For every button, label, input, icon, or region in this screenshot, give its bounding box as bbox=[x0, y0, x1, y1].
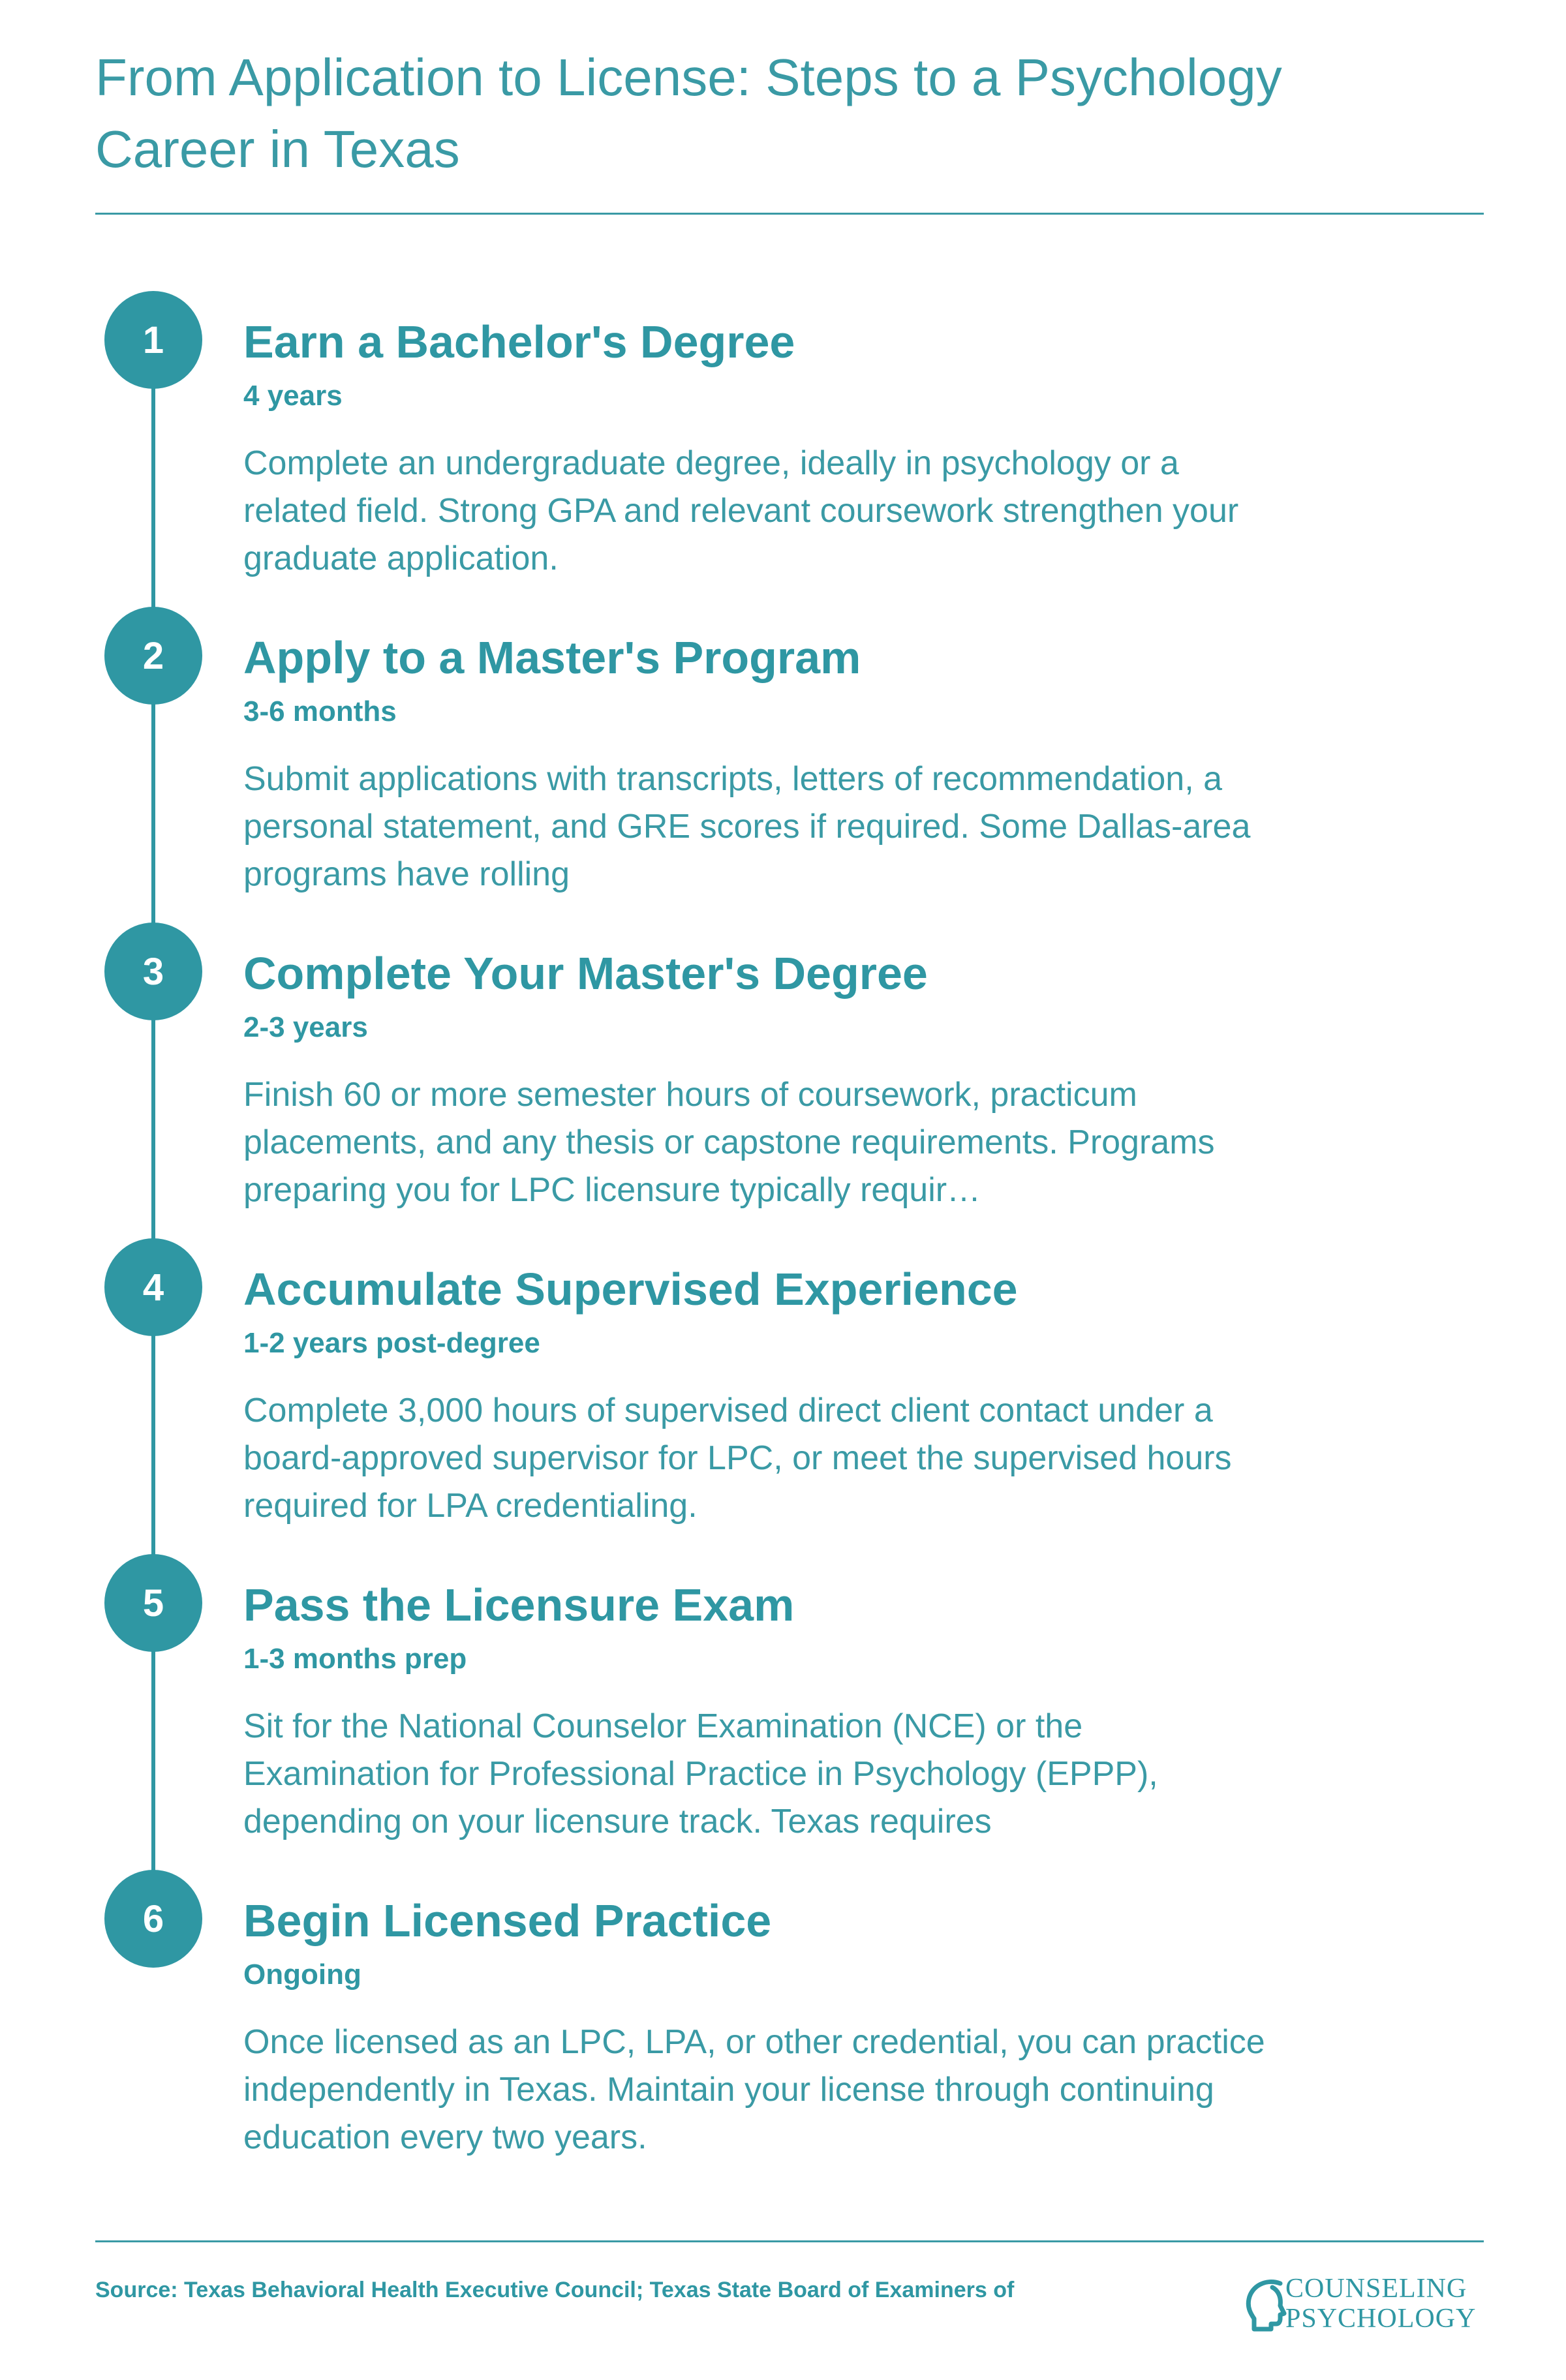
step-duration: 1-3 months prep bbox=[243, 1643, 467, 1675]
step-duration: Ongoing bbox=[243, 1959, 361, 1991]
step-description: Complete 3,000 hours of supervised direct client contact under a board-approved supervisor for LPC, or meet the supervised hours required for LPA credentialing. bbox=[243, 1392, 1232, 1525]
step-3 bbox=[0, 923, 1566, 1236]
step-6 bbox=[0, 1870, 1566, 2183]
source-citation: Source: Texas Behavioral Health Executive Council; Texas State Board of Examiners of bbox=[95, 2278, 1015, 2302]
logo-text-bottom: PSYCHOLOGY bbox=[1285, 2304, 1477, 2334]
step-title: Begin Licensed Practice bbox=[243, 1895, 772, 1946]
step-duration: 1-2 years post-degree bbox=[243, 1327, 540, 1359]
step-5 bbox=[0, 1554, 1566, 1867]
step-description: Sit for the National Counselor Examination (NCE) or the Examination for Professional Practice in Psychology (EPPP), depending on your licensure track. Texas requires bbox=[243, 1707, 1158, 1840]
step-2 bbox=[0, 607, 1566, 920]
step-description: Complete an undergraduate degree, ideally in psychology or a related field. Strong GPA and relevant coursework strengthen your graduate application. bbox=[243, 444, 1239, 577]
step-description: Finish 60 or more semester hours of coursework, practicum placements, and any thesis or capstone requirements. Programs preparing you for LPC licensure typically requir… bbox=[243, 1076, 1215, 1209]
step-title: Pass the Licensure Exam bbox=[243, 1579, 795, 1630]
page-title: From Application to License: Steps to a Psychology Career in Texas bbox=[95, 48, 1282, 178]
step-number-badge: 4 bbox=[104, 1238, 202, 1336]
step-title: Complete Your Master's Degree bbox=[243, 948, 928, 999]
step-number-badge: 2 bbox=[104, 607, 202, 705]
brand-logo bbox=[1240, 2269, 1481, 2341]
step-title: Apply to a Master's Program bbox=[243, 632, 861, 683]
logo-text-top: COUNSELING bbox=[1285, 2274, 1467, 2304]
step-duration: 3-6 months bbox=[243, 695, 397, 727]
step-number-badge: 6 bbox=[104, 1870, 202, 1968]
step-number-badge: 5 bbox=[104, 1554, 202, 1652]
step-4 bbox=[0, 1238, 1566, 1551]
step-description: Submit applications with transcripts, letters of recommendation, a personal statement, and GRE scores if required. Some Dallas-area programs have rolling bbox=[243, 760, 1251, 893]
step-1 bbox=[0, 291, 1566, 604]
step-title: Accumulate Supervised Experience bbox=[243, 1264, 1018, 1315]
step-number-badge: 1 bbox=[104, 291, 202, 389]
step-description: Once licensed as an LPC, LPA, or other credential, you can practice independently in Texas. Maintain your license through continuing education every two years. bbox=[243, 2023, 1265, 2156]
header-divider bbox=[95, 213, 1484, 215]
step-number-badge: 3 bbox=[104, 923, 202, 1020]
step-duration: 4 years bbox=[243, 380, 343, 412]
footer-divider bbox=[95, 2240, 1484, 2242]
step-duration: 2-3 years bbox=[243, 1011, 368, 1043]
step-title: Earn a Bachelor's Degree bbox=[243, 316, 795, 367]
